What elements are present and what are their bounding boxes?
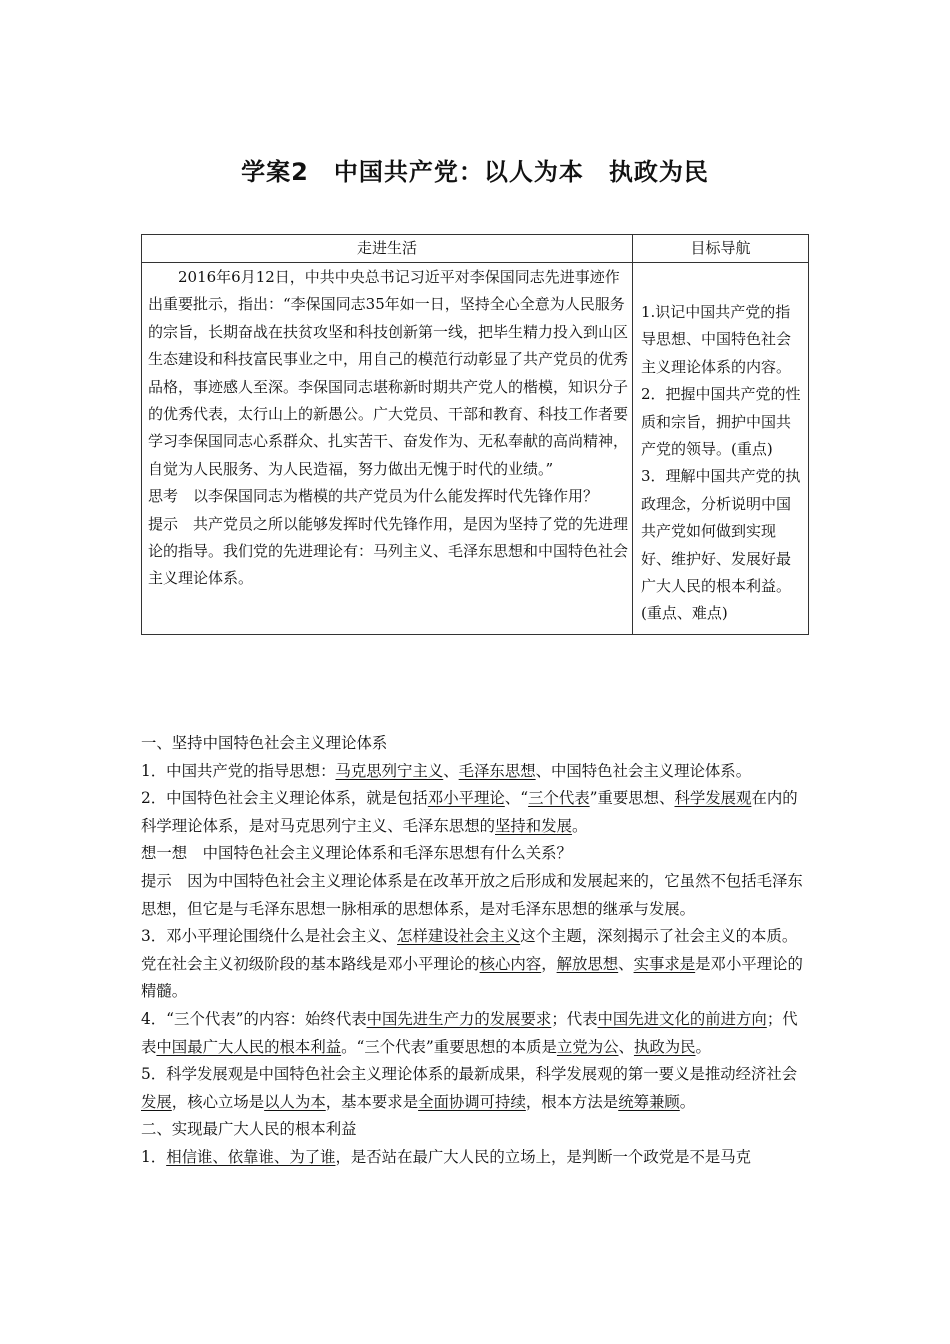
answer-blank: 解放思想 bbox=[556, 954, 619, 973]
goal-item: 2．把握中国共产党的性质和宗旨，拥护中国共产党的领导。(重点) bbox=[641, 385, 801, 459]
text-run: 1． bbox=[141, 1147, 167, 1166]
answer-blank: 全面协调可持续 bbox=[418, 1092, 526, 1111]
answer-blank: 怎样建设社会主义 bbox=[397, 927, 521, 946]
text-run: 这个主题，深刻揭示了社会主义的本质。党在社会主义初级阶段的基本路线是邓小平理论的 bbox=[141, 927, 798, 973]
answer-blank: 邓小平理论 bbox=[427, 789, 505, 808]
text-run: 5．科学发展观是中国特色社会主义理论体系的最新成果，科学发展观的第一要义是推动经济社会 bbox=[141, 1065, 798, 1084]
think-answer: 提示 共产党员之所以能够发挥时代先锋作用，是因为坚持了党的先进理论的指导。我们党的先进理论有：马列主义、毛泽东思想和中国特色社会主义理论体系。 bbox=[148, 514, 629, 588]
text-run: ”重要思想、 bbox=[589, 789, 675, 808]
answer-blank: 以人为本 bbox=[264, 1092, 326, 1111]
text-run: 在内的科学理论体系，是对马克思列宁主义、毛泽东思想的 bbox=[141, 789, 798, 835]
text-run: 4．“三个代表”的内容：始终代表 bbox=[141, 1009, 367, 1028]
hint-text: 提示 因为中国特色社会主义理论体系是在改革开放之后形成和发展起来的，它虽然不包括毛泽东思想，但它是与毛泽东思想一脉相承的思想体系，是对毛泽东思想的继承与发展。 bbox=[141, 871, 803, 918]
answer-blank: 相信谁、依靠谁、为了谁 bbox=[166, 1147, 336, 1166]
answer-blank: 坚持和发展 bbox=[495, 816, 572, 835]
goal-item: 3．理解中国共产党的执政理念，分析说明中国共产党如何做到实现好、维护好、发展好最广大人民的根本利益。(重点、难点) bbox=[641, 467, 801, 623]
text-run: 。 bbox=[679, 1092, 696, 1111]
answer-blank: 马克思列宁主义 bbox=[335, 761, 444, 780]
text-run: 2．中国特色社会主义理论体系，就是包括 bbox=[141, 789, 428, 808]
answer-blank: 实事求是 bbox=[633, 954, 696, 973]
life-cell bbox=[142, 263, 633, 635]
goals-cell bbox=[633, 263, 809, 635]
text-run: ，根本方法是 bbox=[525, 1092, 619, 1111]
answer-blank: 核心内容 bbox=[479, 954, 542, 973]
answer-blank: 三个代表 bbox=[528, 789, 590, 808]
answer-blank: 中国最广大人民的根本利益 bbox=[156, 1037, 342, 1056]
text-run: 、 bbox=[443, 761, 459, 780]
paragraph bbox=[141, 785, 811, 840]
text-run: ，核心立场是 bbox=[171, 1092, 265, 1111]
text-run: ，基本要求是 bbox=[325, 1092, 419, 1111]
text-run: ；代表 bbox=[551, 1009, 598, 1028]
text-run: ，是否站在最广大人民的立场上，是判断一个政党是不是马克 bbox=[335, 1147, 752, 1166]
text-run: 3．邓小平理论围绕什么是社会主义、 bbox=[141, 927, 398, 946]
text-run: 、 bbox=[618, 954, 634, 973]
page-title: 学案2 中国共产党：以人为本 执政为民 bbox=[241, 158, 709, 186]
text-run: ， bbox=[541, 954, 557, 973]
col1-header: 走进生活 bbox=[142, 235, 633, 263]
paragraph bbox=[141, 758, 811, 786]
answer-blank: 中国先进文化的前进方向 bbox=[597, 1009, 767, 1028]
intro-table bbox=[141, 234, 809, 635]
paragraph bbox=[141, 1061, 811, 1116]
text-run: 。“三个代表”重要思想的本质是 bbox=[341, 1037, 557, 1056]
paragraph bbox=[141, 1006, 811, 1061]
paragraph bbox=[141, 923, 811, 1006]
text-run: 、中国特色社会主义理论体系。 bbox=[535, 761, 752, 780]
section-heading: 一、坚持中国特色社会主义理论体系 bbox=[141, 734, 388, 752]
text-run: 1．中国共产党的指导思想： bbox=[141, 761, 336, 780]
text-run: 、 bbox=[618, 1037, 634, 1056]
text-run: 。 bbox=[571, 816, 588, 835]
text-run: 。 bbox=[695, 1037, 711, 1056]
answer-blank: 毛泽东思想 bbox=[458, 761, 536, 780]
main-content bbox=[141, 730, 811, 1172]
answer-blank: 统筹兼顾 bbox=[618, 1092, 680, 1111]
think-question: 思考 以李保国同志为楷模的共产党员为什么能发挥时代先锋作用？ bbox=[148, 487, 599, 506]
answer-blank: 科学发展观 bbox=[674, 789, 752, 808]
section-heading: 二、实现最广大人民的根本利益 bbox=[141, 1120, 357, 1139]
text-run: 、“ bbox=[504, 789, 529, 808]
answer-blank: 发展 bbox=[141, 1092, 172, 1111]
think-prompt: 想一想 中国特色社会主义理论体系和毛泽东思想有什么关系？ bbox=[141, 844, 572, 863]
answer-blank: 执政为民 bbox=[633, 1037, 696, 1056]
text-run: 是邓小平理论的精髓。 bbox=[141, 954, 803, 1001]
text-run: ；代表 bbox=[141, 1009, 798, 1056]
answer-blank: 立党为公 bbox=[556, 1037, 619, 1056]
story-text: 2016年6月12日，中共中央总书记习近平对李保国同志先进事迹作出重要批示，指出：“李保国同志35年如一日，坚持全心全意为人民服务的宗旨，长期奋战在扶贫攻坚和科技创新第一线，把毕生精力投入到山区生态建设和科技富民事业之中，用自己的模范行动彰显了共产党员的优秀品格，事迹感人至深。李保国同志堪称新时期共产党人的楷模，知识分子的优秀代表，太行山上的新愚公。广大党员、干部和教育、科技工作者要学习李保国同志心系群众、扎实苦干、奋发作为、无私奉献的高尚精神，自觉为人民服务、为人民造福，努力做出无愧于时代的业绩。” bbox=[148, 268, 629, 478]
goal-item: 1.识记中国共产党的指导思想、中国特色社会主义理论体系的内容。 bbox=[641, 303, 792, 376]
col2-header: 目标导航 bbox=[633, 235, 809, 263]
answer-blank: 中国先进生产力的发展要求 bbox=[366, 1009, 552, 1028]
paragraph bbox=[141, 1144, 811, 1172]
